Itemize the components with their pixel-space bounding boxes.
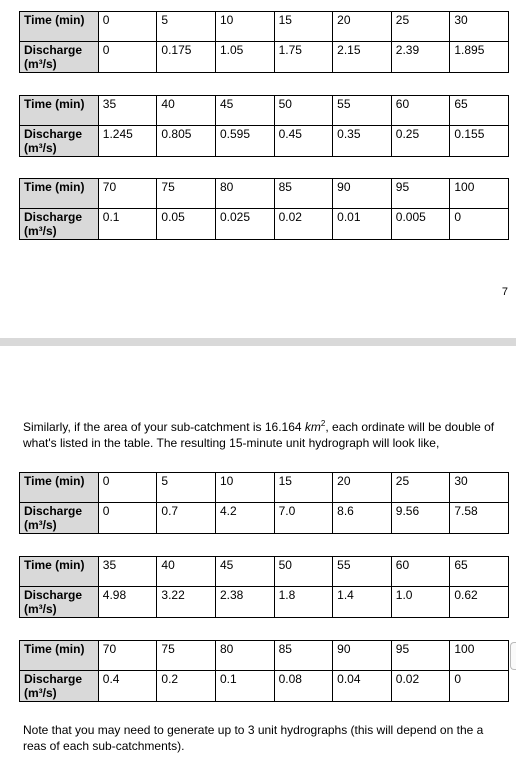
discharge-cell: 9.56 [391, 503, 450, 534]
time-cell: 75 [157, 641, 216, 671]
time-cell: 75 [157, 179, 216, 209]
time-cell: 60 [391, 96, 450, 126]
paragraph-text-1: Similarly, if the area of your sub-catchment is 16.164 [23, 420, 305, 434]
discharge-header: Discharge (m³/s) [20, 503, 99, 534]
top-table-2 [19, 95, 509, 157]
time-cell: 35 [98, 96, 157, 126]
time-cell: 5 [157, 12, 216, 42]
time-cell: 65 [450, 96, 509, 126]
table-row [20, 126, 509, 157]
time-cell: 10 [215, 12, 274, 42]
time-header: Time (min) [20, 473, 99, 503]
table-row [20, 503, 509, 534]
discharge-cell: 0.2 [157, 671, 216, 702]
discharge-cell: 0.62 [450, 587, 509, 618]
bottom-table-3 [19, 640, 509, 702]
bottom-table-1 [19, 472, 509, 534]
top-table-3 [19, 178, 509, 240]
discharge-cell: 1.895 [450, 42, 509, 73]
time-cell: 70 [98, 179, 157, 209]
discharge-cell: 0.175 [157, 42, 216, 73]
time-header: Time (min) [20, 641, 99, 671]
discharge-cell: 0.04 [333, 671, 392, 702]
time-cell: 10 [215, 473, 274, 503]
time-cell: 55 [333, 557, 392, 587]
table-row [20, 641, 509, 671]
scroll-handle[interactable] [510, 642, 516, 670]
discharge-cell: 0 [450, 209, 509, 240]
unit-km: km [304, 420, 321, 434]
discharge-header: Discharge (m³/s) [20, 126, 99, 157]
discharge-header: Discharge (m³/s) [20, 209, 99, 240]
time-cell: 100 [450, 641, 509, 671]
discharge-cell: 0.1 [215, 671, 274, 702]
discharge-header: Discharge (m³/s) [20, 671, 99, 702]
time-cell: 50 [274, 557, 333, 587]
time-cell: 100 [450, 179, 509, 209]
discharge-cell: 3.22 [157, 587, 216, 618]
time-cell: 80 [215, 641, 274, 671]
time-header: Time (min) [20, 12, 99, 42]
time-cell: 0 [98, 473, 157, 503]
top-table-1 [19, 11, 509, 73]
time-cell: 65 [450, 557, 509, 587]
time-cell: 25 [391, 473, 450, 503]
discharge-cell: 0.45 [274, 126, 333, 157]
discharge-cell: 0.7 [157, 503, 216, 534]
discharge-cell: 0.35 [333, 126, 392, 157]
discharge-cell: 0 [450, 671, 509, 702]
discharge-cell: 4.98 [98, 587, 157, 618]
discharge-cell: 0.025 [215, 209, 274, 240]
discharge-cell: 0.155 [450, 126, 509, 157]
time-cell: 85 [274, 641, 333, 671]
table-row [20, 179, 509, 209]
time-cell: 80 [215, 179, 274, 209]
time-cell: 20 [333, 12, 392, 42]
discharge-cell: 1.05 [215, 42, 274, 73]
time-cell: 60 [391, 557, 450, 587]
time-cell: 30 [450, 12, 509, 42]
discharge-cell: 1.8 [274, 587, 333, 618]
time-cell: 70 [98, 641, 157, 671]
discharge-cell: 0.005 [391, 209, 450, 240]
discharge-cell: 1.75 [274, 42, 333, 73]
discharge-header: Discharge (m³/s) [20, 42, 99, 73]
time-cell: 45 [215, 557, 274, 587]
discharge-cell: 0.4 [98, 671, 157, 702]
table-row [20, 473, 509, 503]
discharge-cell: 2.15 [333, 42, 392, 73]
bottom-table-2 [19, 556, 509, 618]
table-row [20, 42, 509, 73]
discharge-cell: 0.01 [333, 209, 392, 240]
discharge-cell: 0.02 [391, 671, 450, 702]
time-header: Time (min) [20, 96, 99, 126]
time-cell: 90 [333, 179, 392, 209]
discharge-cell: 0 [98, 42, 157, 73]
discharge-cell: 7.58 [450, 503, 509, 534]
time-cell: 5 [157, 473, 216, 503]
time-cell: 30 [450, 473, 509, 503]
discharge-cell: 2.38 [215, 587, 274, 618]
discharge-cell: 2.39 [391, 42, 450, 73]
time-cell: 55 [333, 96, 392, 126]
discharge-header: Discharge (m³/s) [20, 587, 99, 618]
discharge-cell: 0.25 [391, 126, 450, 157]
time-cell: 20 [333, 473, 392, 503]
time-cell: 25 [391, 12, 450, 42]
time-cell: 15 [274, 12, 333, 42]
discharge-cell: 8.6 [333, 503, 392, 534]
paragraph-text-2: , each ordinate will be double of what's listed in the table. The resulting 15-minute unit hydrograph will look like, [23, 420, 495, 450]
note: Note that you may need to generate up to 3 unit hydrographs (this will depend on the a reas of each sub-catchments). [23, 723, 484, 753]
paragraph [23, 419, 509, 451]
table-row [20, 209, 509, 240]
time-cell: 90 [333, 641, 392, 671]
discharge-cell: 0.05 [157, 209, 216, 240]
time-cell: 85 [274, 179, 333, 209]
discharge-cell: 0.08 [274, 671, 333, 702]
time-cell: 45 [215, 96, 274, 126]
time-cell: 0 [98, 12, 157, 42]
page-number: 7 [501, 286, 508, 298]
page-break [0, 338, 516, 346]
table-row [20, 96, 509, 126]
discharge-cell: 0.02 [274, 209, 333, 240]
time-cell: 50 [274, 96, 333, 126]
time-header: Time (min) [20, 179, 99, 209]
unit-superscript: 2 [320, 419, 326, 428]
time-cell: 15 [274, 473, 333, 503]
table-row [20, 671, 509, 702]
discharge-cell: 0.805 [157, 126, 216, 157]
time-cell: 40 [157, 96, 216, 126]
discharge-cell: 1.4 [333, 587, 392, 618]
discharge-cell: 0.1 [98, 209, 157, 240]
discharge-cell: 0.595 [215, 126, 274, 157]
time-header: Time (min) [20, 557, 99, 587]
time-cell: 95 [391, 179, 450, 209]
discharge-cell: 7.0 [274, 503, 333, 534]
discharge-cell: 1.0 [391, 587, 450, 618]
table-row [20, 12, 509, 42]
table-row [20, 587, 509, 618]
table-row [20, 557, 509, 587]
discharge-cell: 1.245 [98, 126, 157, 157]
time-cell: 95 [391, 641, 450, 671]
time-cell: 35 [98, 557, 157, 587]
time-cell: 40 [157, 557, 216, 587]
discharge-cell: 4.2 [215, 503, 274, 534]
discharge-cell: 0 [98, 503, 157, 534]
